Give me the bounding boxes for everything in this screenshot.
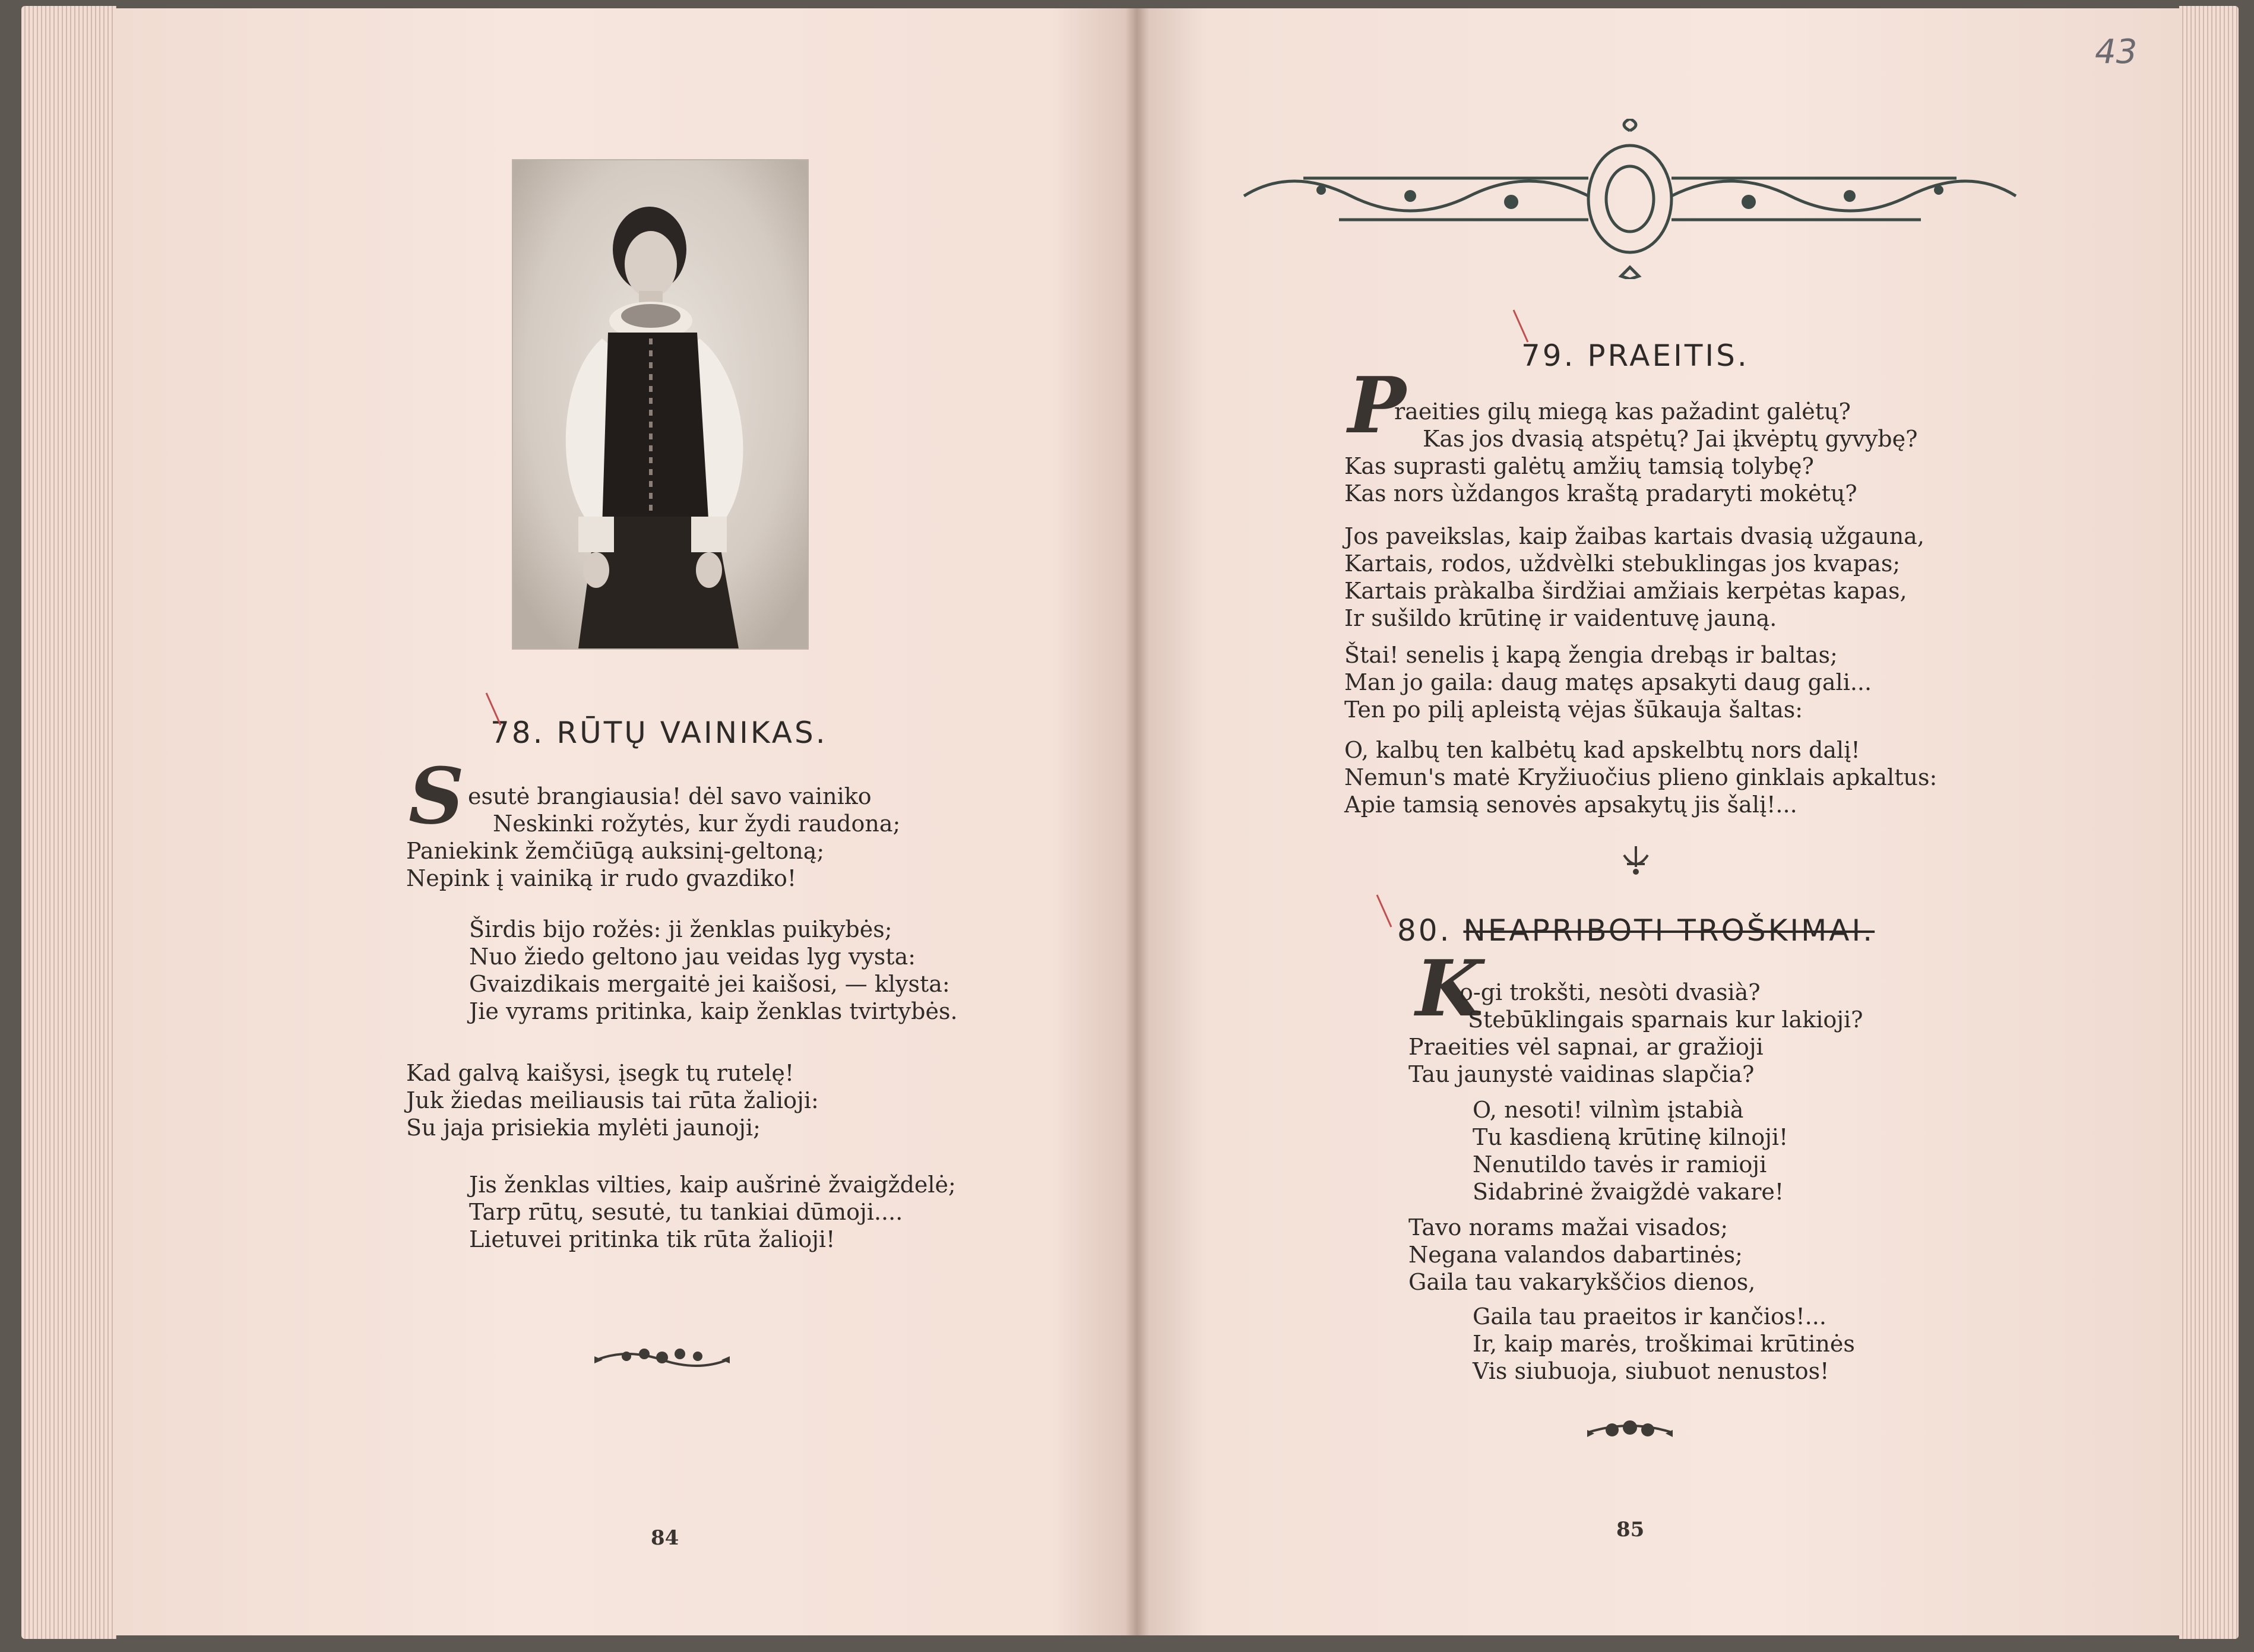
poem-line: Gvaizdikais mergaitė jei kaišosi, — klysta: bbox=[469, 971, 950, 997]
poem-line: Širdis bijo rožės: ji ženklas puikybės; bbox=[469, 916, 892, 942]
handwritten-page-number: 43 bbox=[2095, 33, 2138, 71]
floral-ornament-icon bbox=[591, 1342, 733, 1378]
poem-line: O, nesoti! vilnìm įstabià bbox=[1473, 1097, 1744, 1123]
poem-line: Kartais, rodos, uždvèlki stebuklingas jos kvapas; bbox=[1344, 550, 1901, 577]
poem-line: raeities gilų miegą kas pažadint galėtų? bbox=[1394, 398, 1851, 425]
poem-line: Apie tamsią senovės apsakytų jis šalį!... bbox=[1344, 792, 1797, 818]
floral-ornament-icon bbox=[1582, 1413, 1677, 1449]
poem-78-dropcap: S bbox=[409, 751, 464, 841]
poem-line: Kas nors ùždangos kraštą pradaryti mokėtų? bbox=[1344, 480, 1857, 507]
poem-line: Tarp rūtų, sesutė, tu tankiai dūmoji.... bbox=[469, 1199, 903, 1225]
poem-78-title: 78. RŪTŲ VAINIKAS. bbox=[490, 716, 828, 750]
poem-79-title: 79. PRAEITIS. bbox=[1521, 338, 1749, 373]
poem-line: esutė brangiausia! dėl savo vainiko bbox=[468, 783, 872, 809]
poem-line: Jos paveikslas, kaip žaibas kartais dvasią užgauna, bbox=[1344, 523, 1924, 549]
page-edges-left bbox=[21, 6, 116, 1639]
poem-line: Man jo gaila: daug matęs apsakyti daug gali... bbox=[1344, 669, 1872, 695]
poem-line: Nuo žiedo geltono jau veidas lyg vysta: bbox=[469, 944, 916, 970]
poem-line: Nemun's matė Kryžiuočius plieno ginklais apkaltus: bbox=[1344, 764, 1938, 790]
pencil-mark-icon bbox=[1375, 894, 1398, 929]
poem-line: Kas jos dvasią atspėtų? Jai įkvėptų gyvybę? bbox=[1423, 426, 1918, 452]
poem-line: Štai! senelis į kapą žengia drebąs ir baltas; bbox=[1344, 642, 1838, 668]
pencil-mark-icon bbox=[1511, 309, 1535, 344]
poem-line: Jis ženklas vilties, kaip aušrinė žvaigždelė; bbox=[469, 1172, 956, 1198]
poem-line: Negana valandos dabartinės; bbox=[1408, 1242, 1743, 1268]
poem-80-title-struck: NEAPRIBOTI TROŠKIMAI. bbox=[1463, 913, 1875, 948]
poem-line: Su jaja prisiekia mylėti jaunoji; bbox=[406, 1115, 761, 1141]
poem-line: o-gi trokšti, nesòti dvasià? bbox=[1460, 979, 1761, 1005]
poem-line: Stebūklingais sparnais kur lakioji? bbox=[1468, 1007, 1863, 1033]
poem-line: Tu kasdieną krūtinę kilnoji! bbox=[1473, 1124, 1788, 1150]
poem-line: Praeities vėl sapnai, ar gražioji bbox=[1408, 1034, 1764, 1060]
fleuron-icon bbox=[1618, 843, 1654, 879]
poem-80-number: 80. bbox=[1397, 913, 1452, 948]
page-edges-right bbox=[2179, 6, 2239, 1639]
poem-79-dropcap: P bbox=[1348, 360, 1406, 451]
portrait-photo bbox=[512, 159, 809, 650]
poem-line: Jie vyrams pritinka, kaip ženklas tvirtybės. bbox=[469, 998, 958, 1024]
poem-line: Kad galvą kaišysi, įsegk tų rutelę! bbox=[406, 1060, 794, 1086]
header-ornament-icon bbox=[1232, 119, 2028, 279]
poem-line: Juk žiedas meiliausis tai rūta žalioji: bbox=[406, 1087, 819, 1113]
poem-line: Lietuvei pritinka tik rūta žalioji! bbox=[469, 1226, 835, 1252]
poem-line: O, kalbų ten kalbėtų kad apskelbtų nors dalį! bbox=[1344, 737, 1860, 763]
pencil-mark-icon bbox=[484, 692, 508, 727]
poem-line: Kartais pràkalba širdžiai amžiais kerpėtas kapas, bbox=[1344, 578, 1907, 604]
poem-line: Neskinki rožytės, kur žydi raudona; bbox=[493, 811, 901, 837]
poem-line: Vis siubuoja, siubuot nenustos! bbox=[1473, 1358, 1829, 1384]
poem-line: Kas suprasti galėtų amžių tamsią tolybę? bbox=[1344, 453, 1814, 479]
poem-line: Paniekink žemčiūgą auksinį-geltoną; bbox=[406, 838, 825, 864]
poem-line: Tavo norams mažai visados; bbox=[1408, 1214, 1729, 1240]
poem-line: Ir sušildo krūtinę ir vaidentuvę jauną. bbox=[1344, 605, 1777, 631]
poem-line: Sidabrinė žvaigždė vakare! bbox=[1473, 1179, 1784, 1205]
page-number-right: 85 bbox=[1616, 1518, 1645, 1542]
poem-80-dropcap: K bbox=[1416, 943, 1483, 1034]
poem-line: Gaila tau praeitos ir kančios!... bbox=[1473, 1303, 1826, 1330]
page-number-left: 84 bbox=[651, 1526, 679, 1550]
poem-line: Gaila tau vakarykščios dienos, bbox=[1408, 1269, 1756, 1295]
poem-line: Nenutildo tavės ir ramioji bbox=[1473, 1151, 1767, 1178]
book-gutter bbox=[1125, 8, 1149, 1635]
poem-line: Ir, kaip marės, troškimai krūtinės bbox=[1473, 1331, 1855, 1357]
poem-line: Ten po pilį apleistą vėjas šūkauja šaltas: bbox=[1344, 697, 1803, 723]
poem-line: Nepink į vainiką ir rudo gvazdiko! bbox=[406, 865, 797, 891]
poem-line: Tau jaunystė vaidinas slapčia? bbox=[1408, 1061, 1755, 1087]
